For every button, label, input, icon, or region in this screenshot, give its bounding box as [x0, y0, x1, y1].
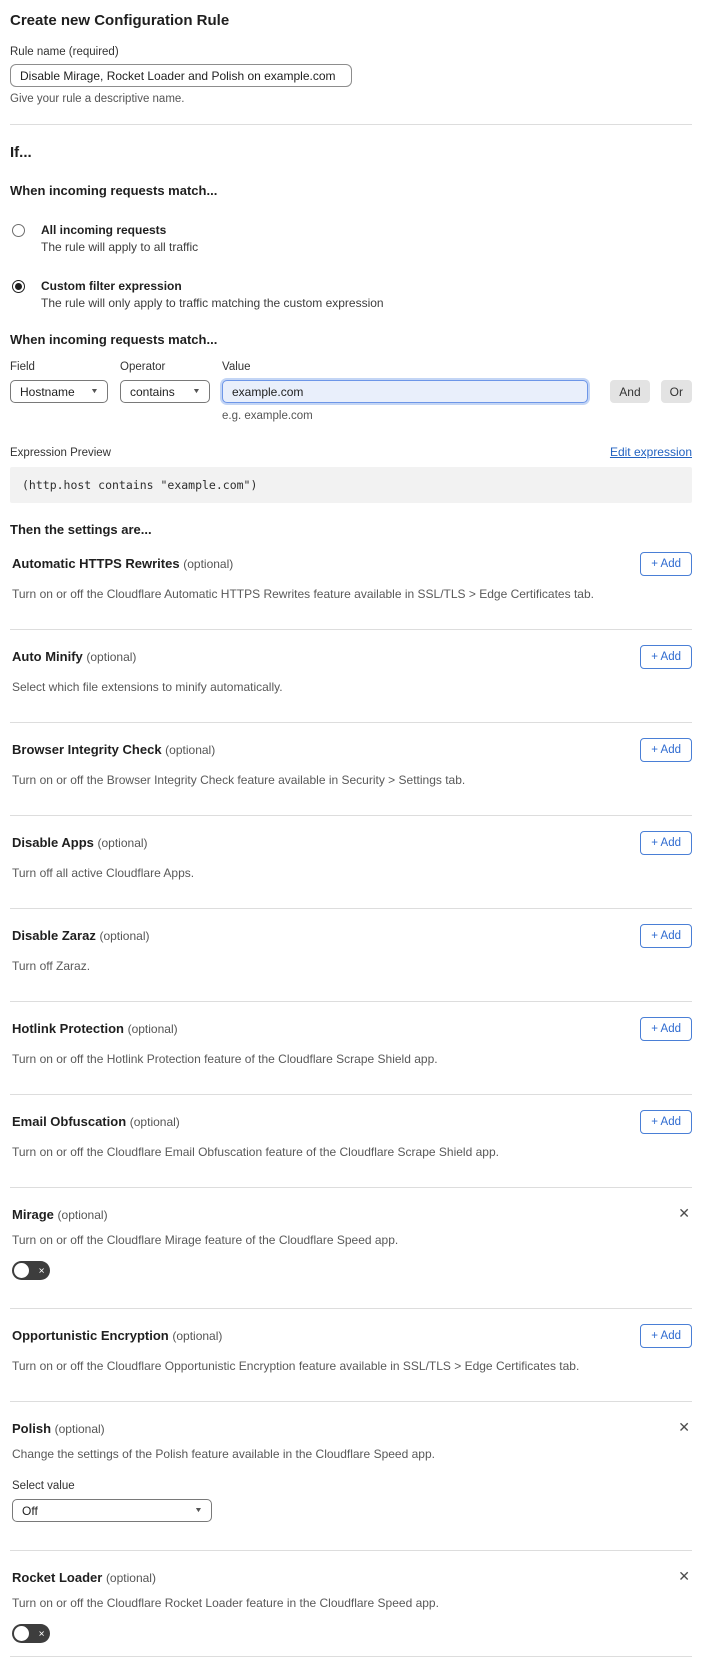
filter-expression-row — [10, 361, 692, 403]
optional-label: (optional) — [57, 1208, 108, 1222]
radio-label: All incoming requests — [41, 223, 167, 237]
toggle-off-x-icon: ✕ — [38, 1266, 45, 1275]
add-button-automatic-https-rewrites[interactable]: + Add — [640, 552, 692, 576]
rule-name-help: Give your rule a descriptive name. — [10, 93, 185, 105]
optional-label: (optional) — [54, 1422, 105, 1436]
rule-name-input[interactable] — [10, 64, 352, 87]
setting-title: Disable Apps (optional) — [12, 835, 148, 850]
value-input[interactable] — [222, 380, 588, 403]
setting-description: Turn off all active Cloudflare Apps. — [12, 866, 195, 880]
field-select-value: Hostname — [20, 384, 75, 399]
setting-title: Automatic HTTPS Rewrites (optional) — [12, 556, 234, 571]
setting-title: Rocket Loader (optional) — [12, 1570, 156, 1585]
add-button-opportunistic-encryption[interactable]: + Add — [640, 1324, 692, 1348]
or-button[interactable]: Or — [661, 380, 692, 403]
setting-row-disable-apps — [10, 816, 692, 909]
operator-column — [120, 361, 222, 403]
setting-title: Polish (optional) — [12, 1421, 105, 1436]
setting-row-automatic-https-rewrites — [10, 537, 692, 630]
toggle-knob — [14, 1263, 29, 1278]
setting-row-hotlink-protection — [10, 1002, 692, 1095]
toggle-off-x-icon: ✕ — [38, 1629, 45, 1638]
setting-description: Select which file extensions to minify automatically. — [12, 680, 283, 694]
radio-custom-filter-expression[interactable] — [12, 280, 25, 293]
setting-description: Turn on or off the Cloudflare Automatic HTTPS Rewrites feature available in SSL/TLS > Edge Certificates tab. — [12, 587, 594, 601]
value-hint: e.g. example.com — [222, 410, 313, 422]
optional-label: (optional) — [172, 1329, 223, 1343]
add-button-disable-apps[interactable]: + Add — [640, 831, 692, 855]
add-button-hotlink-protection[interactable]: + Add — [640, 1017, 692, 1041]
add-button-email-obfuscation[interactable]: + Add — [640, 1110, 692, 1134]
setting-row-browser-integrity-check — [10, 723, 692, 816]
setting-description: Turn off Zaraz. — [12, 959, 91, 973]
optional-label: (optional) — [99, 929, 150, 943]
incoming-requests-match-heading: When incoming requests match... — [10, 183, 218, 198]
mirage-toggle[interactable] — [12, 1261, 50, 1280]
toggle-knob — [14, 1626, 29, 1641]
add-button-disable-zaraz[interactable]: + Add — [640, 924, 692, 948]
radio-all-incoming-requests[interactable] — [12, 224, 25, 237]
radio-label: Custom filter expression — [41, 279, 182, 293]
chevron-down-icon: ▼ — [194, 1507, 203, 1514]
setting-row-opportunistic-encryption — [10, 1309, 692, 1402]
setting-row-email-obfuscation — [10, 1095, 692, 1188]
setting-description: Change the settings of the Polish feature available in the Cloudflare Speed app. — [12, 1447, 435, 1461]
section-divider — [10, 124, 692, 125]
page-title: Create new Configuration Rule — [10, 12, 230, 29]
setting-description: Turn on or off the Hotlink Protection feature of the Cloudflare Scrape Shield app. — [12, 1052, 438, 1066]
polish-value-select[interactable] — [12, 1499, 212, 1522]
setting-row-rocket-loader — [10, 1551, 692, 1657]
operator-select[interactable] — [120, 380, 210, 403]
setting-title: Opportunistic Encryption (optional) — [12, 1328, 223, 1343]
optional-label: (optional) — [183, 557, 234, 571]
field-column — [10, 361, 120, 403]
radio-option-all-incoming-requests[interactable] — [10, 223, 692, 254]
optional-label: (optional) — [86, 650, 137, 664]
setting-description: Turn on or off the Cloudflare Opportunistic Encryption feature available in SSL/TLS > Edge Certificates tab. — [12, 1359, 580, 1373]
close-icon[interactable]: ✕ — [678, 1205, 690, 1221]
setting-row-mirage — [10, 1188, 692, 1309]
chevron-down-icon: ▼ — [90, 388, 99, 395]
add-button-auto-minify[interactable]: + Add — [640, 645, 692, 669]
optional-label: (optional) — [127, 1022, 178, 1036]
optional-label: (optional) — [105, 1571, 156, 1585]
operator-label: Operator — [120, 361, 166, 373]
filter-match-heading: When incoming requests match... — [10, 332, 218, 347]
if-heading: If... — [10, 144, 32, 161]
select-value-label: Select value — [12, 1480, 75, 1492]
setting-description: Turn on or off the Browser Integrity Check feature available in Security > Settings tab. — [12, 773, 466, 787]
expression-preview-label: Expression Preview — [10, 447, 111, 459]
setting-title: Mirage (optional) — [12, 1207, 108, 1222]
setting-title: Disable Zaraz (optional) — [12, 928, 150, 943]
operator-select-value: contains — [130, 384, 175, 399]
setting-row-auto-minify — [10, 630, 692, 723]
setting-row-disable-zaraz — [10, 909, 692, 1002]
polish-select-value: Off — [22, 1503, 38, 1518]
then-settings-heading: Then the settings are... — [10, 522, 152, 537]
field-select[interactable] — [10, 380, 108, 403]
rocket-loader-toggle[interactable] — [12, 1624, 50, 1643]
close-icon[interactable]: ✕ — [678, 1568, 690, 1584]
rule-name-label: Rule name (required) — [10, 46, 119, 58]
radio-option-custom-filter-expression[interactable] — [10, 279, 692, 310]
setting-title: Browser Integrity Check (optional) — [12, 742, 216, 757]
close-icon[interactable]: ✕ — [678, 1419, 690, 1435]
setting-row-polish — [10, 1402, 692, 1551]
setting-description: Turn on or off the Cloudflare Mirage feature of the Cloudflare Speed app. — [12, 1233, 399, 1247]
setting-description: Turn on or off the Cloudflare Email Obfuscation feature of the Cloudflare Scrape Shield app. — [12, 1145, 499, 1159]
optional-label: (optional) — [97, 836, 148, 850]
setting-title: Auto Minify (optional) — [12, 649, 137, 664]
optional-label: (optional) — [165, 743, 216, 757]
radio-description: The rule will only apply to traffic matching the custom expression — [41, 296, 384, 310]
setting-title: Hotlink Protection (optional) — [12, 1021, 178, 1036]
optional-label: (optional) — [129, 1115, 180, 1129]
setting-description: Turn on or off the Cloudflare Rocket Loader feature in the Cloudflare Speed app. — [12, 1596, 439, 1610]
field-label: Field — [10, 361, 35, 373]
value-label: Value — [222, 361, 251, 373]
setting-title: Email Obfuscation (optional) — [12, 1114, 180, 1129]
edit-expression-link[interactable]: Edit expression — [609, 445, 692, 459]
chevron-down-icon: ▼ — [192, 388, 201, 395]
value-column — [222, 361, 588, 403]
add-button-browser-integrity-check[interactable]: + Add — [640, 738, 692, 762]
and-button[interactable]: And — [610, 380, 649, 403]
radio-description: The rule will apply to all traffic — [41, 240, 199, 254]
expression-preview-code: (http.host contains "example.com") — [10, 467, 692, 503]
